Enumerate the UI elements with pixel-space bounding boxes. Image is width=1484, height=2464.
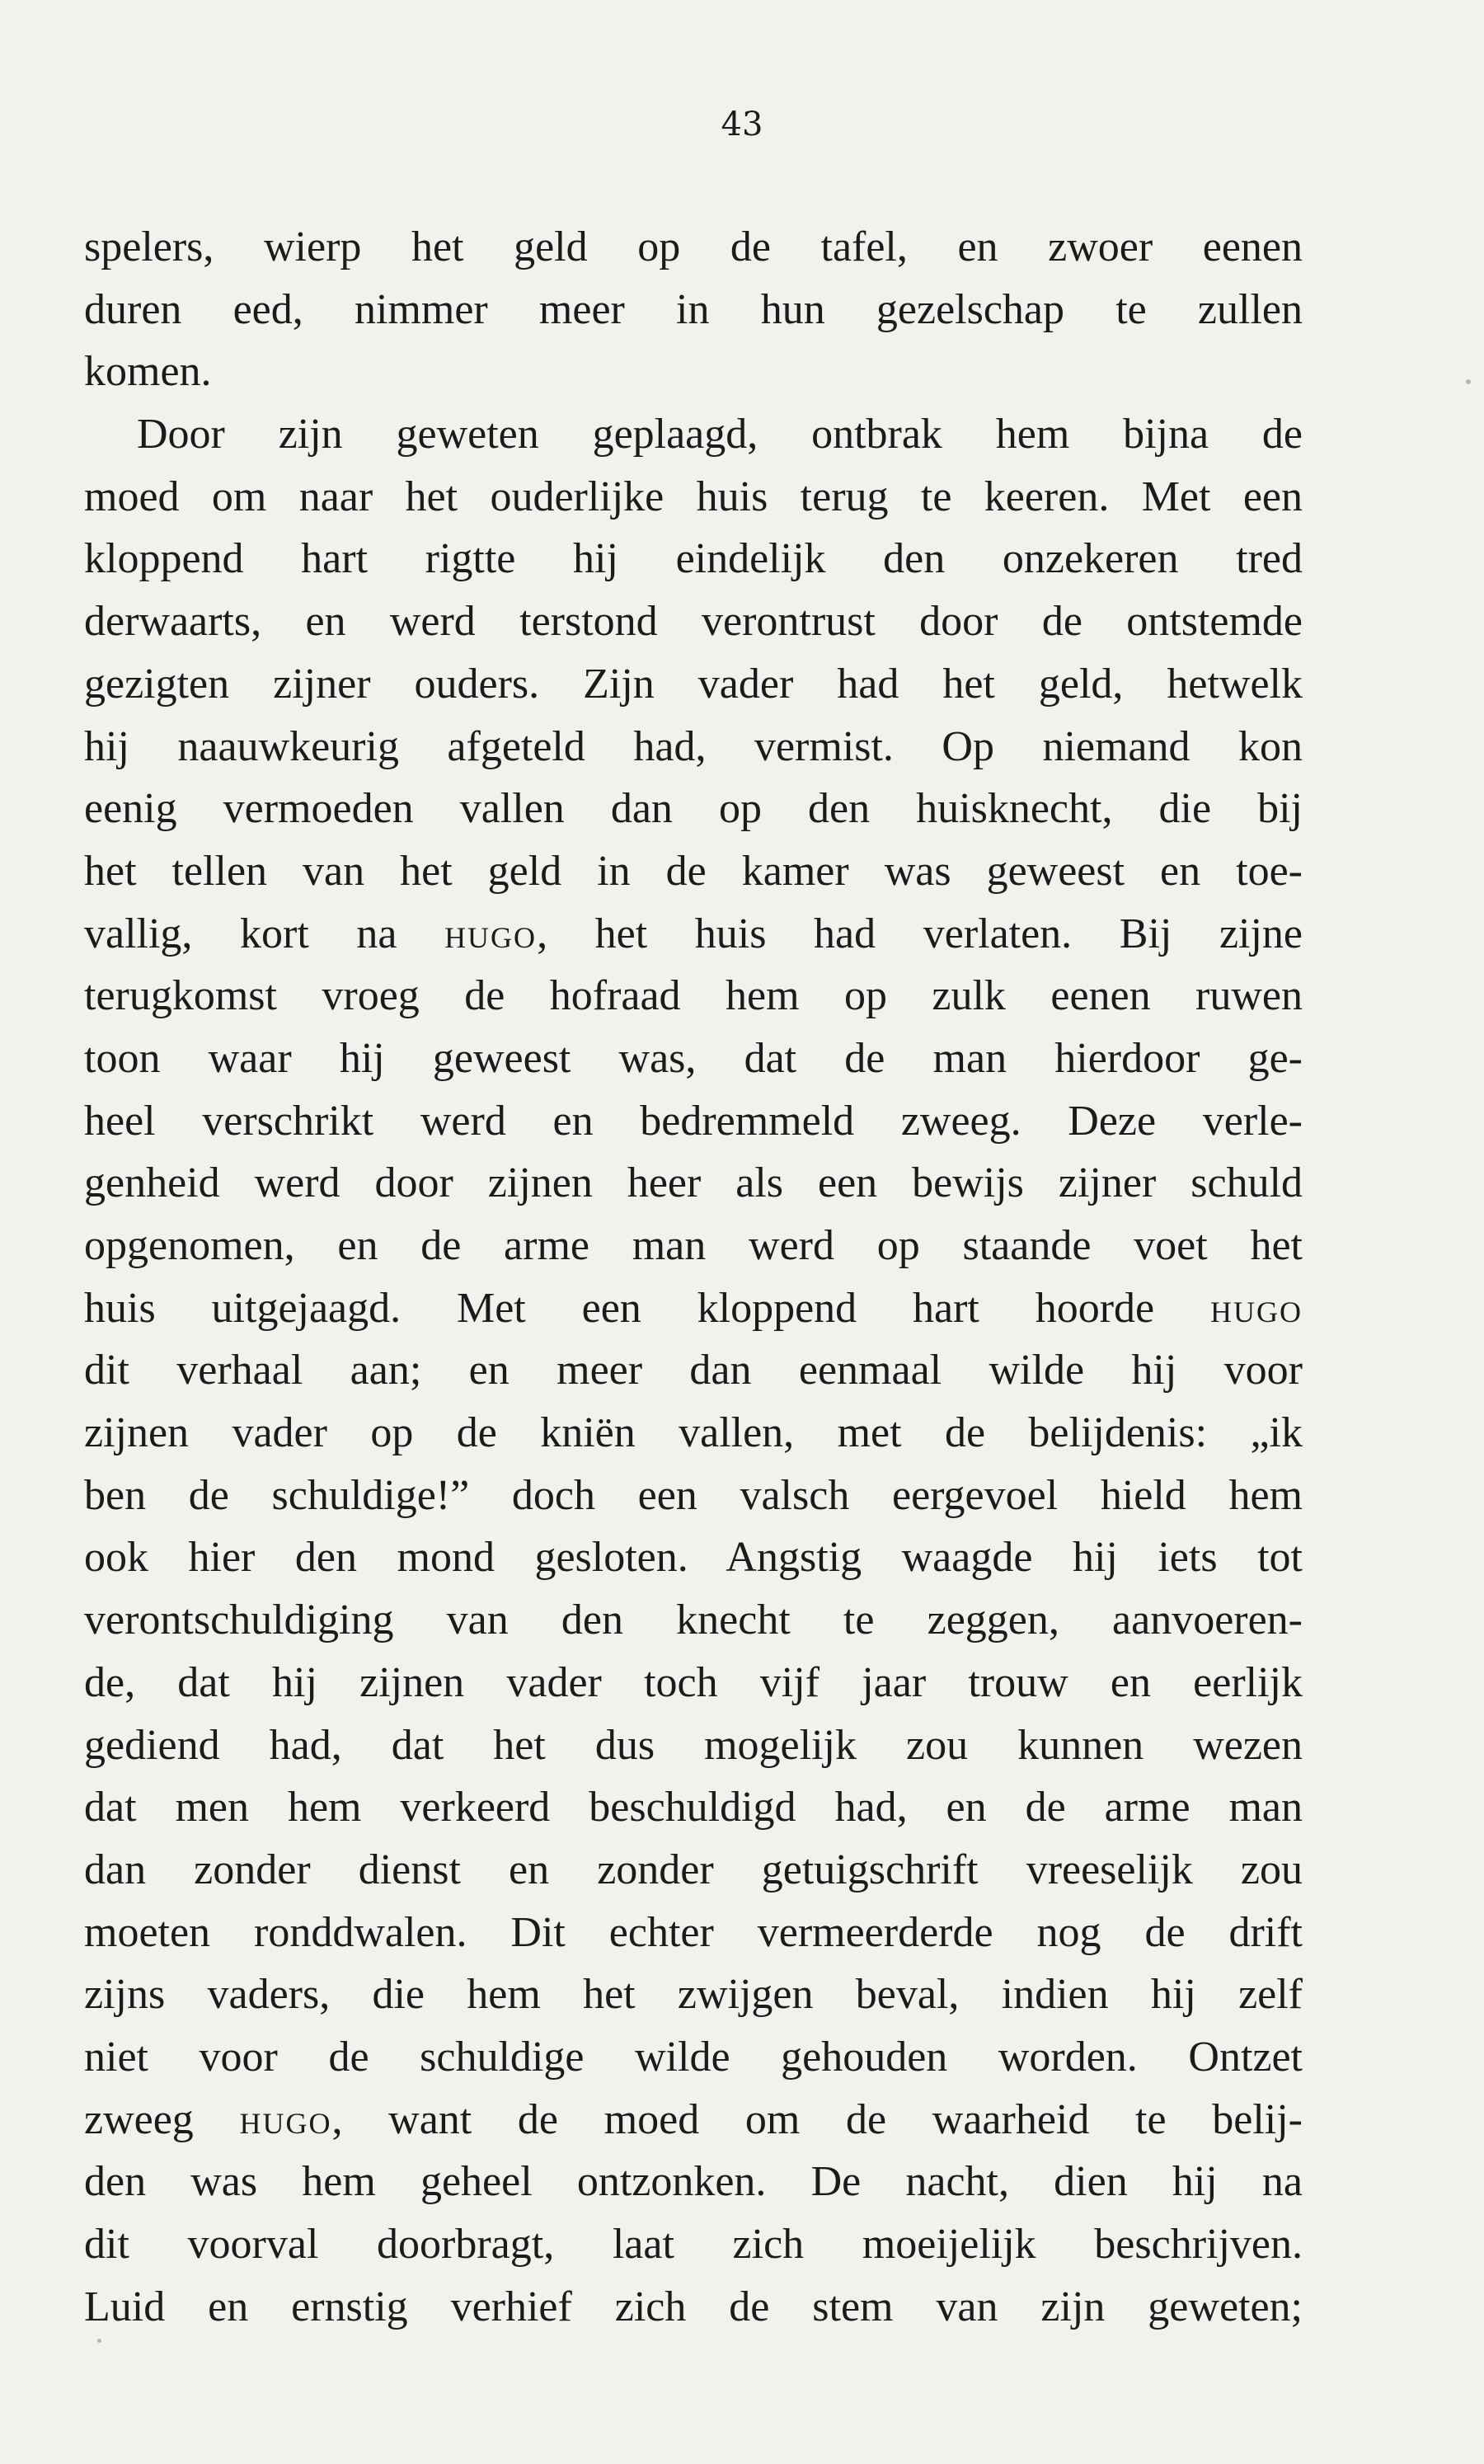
text-line: ben de schuldige!” doch een valsch eergevoel hield hem xyxy=(84,1471,1303,1519)
text-line: gezigten zijner ouders. Zijn vader had het geld, hetwelk xyxy=(84,660,1303,708)
name-hugo: hugo xyxy=(1210,1284,1303,1332)
text-line: den was hem geheel ontzonken. De nacht, dien hij na xyxy=(84,2158,1303,2206)
page-number: 43 xyxy=(721,106,763,143)
text-line: kloppend hart rigtte hij eindelijk den onzekeren tred xyxy=(84,535,1303,583)
text-line: het tellen van het geld in de kamer was geweest en toe- xyxy=(84,847,1303,895)
name-hugo: hugo xyxy=(444,910,538,957)
text-line: ook hier den mond gesloten. Angstig waagde hij iets tot xyxy=(84,1534,1303,1582)
text-line: hij naauwkeurig afgeteld had, vermist. Op niemand kon xyxy=(84,722,1303,770)
text-line: dan zonder dienst en zonder getuigschrift vreeselijk zou xyxy=(84,1846,1303,1893)
text-line: niet voor de schuldige wilde gehouden worden. Ontzet xyxy=(84,2033,1303,2081)
text-line: zijns vaders, die hem het zwijgen beval, indien hij zelf xyxy=(84,1971,1303,2019)
text-line: Door zijn geweten geplaagd, ontbrak hem bijna de xyxy=(137,411,1303,458)
text-line: genheid werd door zijnen heer als een bewijs zijner schuld xyxy=(84,1159,1303,1207)
text-line: zweeg hugo, want de moed om de waarheid te belij- xyxy=(84,2095,1303,2143)
text-line: dat men hem verkeerd beschuldigd had, en de arme man xyxy=(84,1784,1303,1832)
text-line: dit voorval doorbragt, laat zich moeijelijk beschrijven. xyxy=(84,2221,1303,2268)
text-line: huis uitgejaagd. Met een kloppend hart hoorde hugo xyxy=(84,1284,1303,1332)
text-line: vallig, kort na hugo, het huis had verlaten. Bij zijne xyxy=(84,910,1303,957)
text-line: heel verschrikt werd en bedremmeld zweeg. Deze verle- xyxy=(84,1097,1303,1145)
text-line: dit verhaal aan; en meer dan eenmaal wilde hij voor xyxy=(84,1347,1303,1394)
name-hugo: hugo xyxy=(239,2095,332,2143)
text-line: opgenomen, en de arme man werd op staande voet het xyxy=(84,1222,1303,1269)
text-line: eenig vermoeden vallen dan op den huisknecht, die bij xyxy=(84,785,1303,833)
paper-speck xyxy=(1466,379,1471,384)
text-line: moeten ronddwalen. Dit echter vermeerderde nog de drift xyxy=(84,1908,1303,1956)
text-line: toon waar hij geweest was, dat de man hierdoor ge- xyxy=(84,1034,1303,1082)
text-line: derwaarts, en werd terstond verontrust door de ontstemde xyxy=(84,598,1303,646)
text-line: moed om naar het ouderlijke huis terug te keeren. Met een xyxy=(84,473,1303,520)
text-line: terugkomst vroeg de hofraad hem op zulk eenen ruwen xyxy=(84,972,1303,1020)
text-line: zijnen vader op de kniën vallen, met de belijdenis: „ik xyxy=(84,1409,1303,1457)
body-text xyxy=(84,216,1303,2338)
text-line: spelers, wierp het geld op de tafel, en zwoer eenen xyxy=(84,223,1303,270)
text-line: duren eed, nimmer meer in hun gezelschap te zullen xyxy=(84,285,1303,333)
text-line: komen. xyxy=(84,348,212,396)
text-line: verontschuldiging van den knecht te zeggen, aanvoeren- xyxy=(84,1596,1303,1644)
text-line: Luid en ernstig verhief zich de stem van zijn geweten; xyxy=(84,2283,1303,2330)
paper-speck xyxy=(97,2339,101,2343)
text-line: de, dat hij zijnen vader toch vijf jaar trouw en eerlijk xyxy=(84,1658,1303,1706)
text-line: gediend had, dat het dus mogelijk zou kunnen wezen xyxy=(84,1721,1303,1769)
